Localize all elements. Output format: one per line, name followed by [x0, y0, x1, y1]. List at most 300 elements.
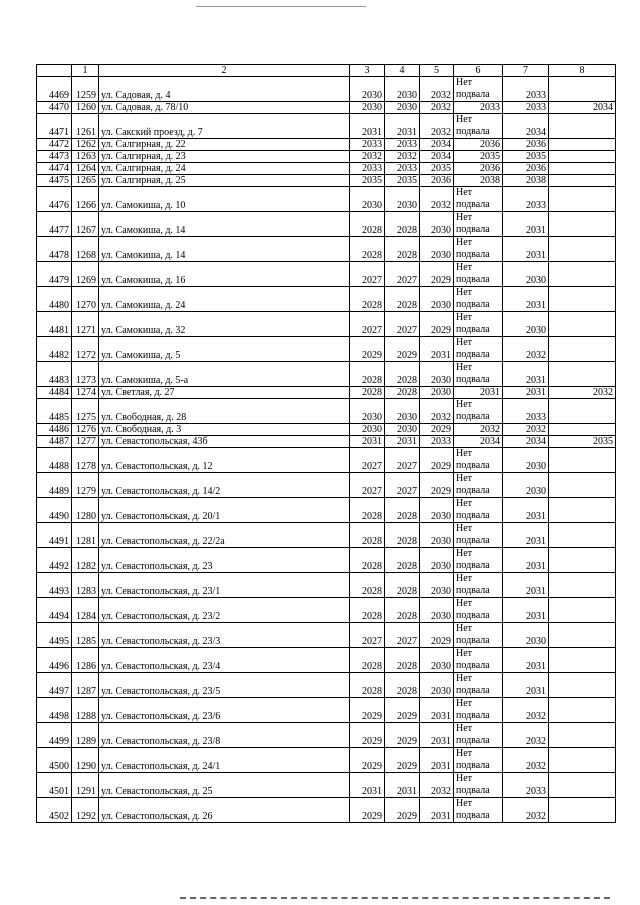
- object-id-cell: 1280: [72, 498, 99, 523]
- col4-cell: 2029: [385, 798, 420, 823]
- header-cell: 4: [385, 65, 420, 77]
- row-number-cell: 4495: [37, 623, 72, 648]
- col4-cell: 2029: [385, 337, 420, 362]
- col3-cell: 2030: [350, 399, 385, 424]
- row-number-cell: 4492: [37, 548, 72, 573]
- object-id-cell: 1284: [72, 598, 99, 623]
- row-number-cell: 4490: [37, 498, 72, 523]
- table-row: [37, 139, 616, 151]
- col5-cell: 2033: [420, 436, 454, 448]
- col6-cell: Нет подвала: [454, 337, 503, 362]
- table-body: [37, 77, 616, 823]
- col3-cell: 2028: [350, 548, 385, 573]
- header-row: [37, 65, 616, 77]
- col5-cell: 2036: [420, 175, 454, 187]
- col5-cell: 2030: [420, 648, 454, 673]
- col4-cell: 2033: [385, 139, 420, 151]
- col7-cell: 2031: [503, 387, 549, 399]
- table-row: [37, 212, 616, 237]
- table-row: [37, 698, 616, 723]
- col6-cell: 2038: [454, 175, 503, 187]
- table-row: [37, 312, 616, 337]
- col5-cell: 2030: [420, 548, 454, 573]
- object-id-cell: 1262: [72, 139, 99, 151]
- col6-cell: 2033: [454, 102, 503, 114]
- row-number-cell: 4496: [37, 648, 72, 673]
- table-row: [37, 362, 616, 387]
- col7-cell: 2033: [503, 773, 549, 798]
- col6-cell: 2036: [454, 163, 503, 175]
- object-id-cell: 1267: [72, 212, 99, 237]
- table-row: [37, 163, 616, 175]
- col7-cell: 2034: [503, 436, 549, 448]
- object-id-cell: 1269: [72, 262, 99, 287]
- address-cell: ул. Севастопольская, д. 26: [99, 798, 350, 823]
- address-cell: ул. Севастопольская, д. 23/3: [99, 623, 350, 648]
- col8-cell: [549, 151, 616, 163]
- address-cell: ул. Севастопольская, 43б: [99, 436, 350, 448]
- header-cell: 5: [420, 65, 454, 77]
- col3-cell: 2027: [350, 262, 385, 287]
- col5-cell: 2030: [420, 362, 454, 387]
- table-row: [37, 573, 616, 598]
- object-id-cell: 1281: [72, 523, 99, 548]
- col8-cell: [549, 139, 616, 151]
- row-number-cell: 4498: [37, 698, 72, 723]
- col5-cell: 2032: [420, 102, 454, 114]
- col3-cell: 2028: [350, 498, 385, 523]
- col6-cell: Нет подвала: [454, 548, 503, 573]
- col8-cell: [549, 312, 616, 337]
- col3-cell: 2030: [350, 77, 385, 102]
- col5-cell: 2031: [420, 337, 454, 362]
- col7-cell: 2036: [503, 139, 549, 151]
- col3-cell: 2029: [350, 798, 385, 823]
- col3-cell: 2029: [350, 337, 385, 362]
- col6-cell: Нет подвала: [454, 598, 503, 623]
- col4-cell: 2033: [385, 163, 420, 175]
- col5-cell: 2032: [420, 77, 454, 102]
- col4-cell: 2028: [385, 498, 420, 523]
- col8-cell: [549, 748, 616, 773]
- col3-cell: 2028: [350, 648, 385, 673]
- address-cell: ул. Салгирная, д. 24: [99, 163, 350, 175]
- col3-cell: 2028: [350, 237, 385, 262]
- col8-cell: [549, 473, 616, 498]
- object-id-cell: 1290: [72, 748, 99, 773]
- col5-cell: 2032: [420, 187, 454, 212]
- table-row: [37, 648, 616, 673]
- row-number-cell: 4477: [37, 212, 72, 237]
- col7-cell: 2033: [503, 399, 549, 424]
- object-id-cell: 1291: [72, 773, 99, 798]
- address-cell: ул. Севастопольская, д. 25: [99, 773, 350, 798]
- col6-cell: Нет подвала: [454, 399, 503, 424]
- col7-cell: 2035: [503, 151, 549, 163]
- col3-cell: 2027: [350, 312, 385, 337]
- row-number-cell: 4500: [37, 748, 72, 773]
- col6-cell: Нет подвала: [454, 623, 503, 648]
- col8-cell: [549, 212, 616, 237]
- col5-cell: 2032: [420, 773, 454, 798]
- address-cell: ул. Севастопольская, д. 12: [99, 448, 350, 473]
- col7-cell: 2030: [503, 473, 549, 498]
- object-id-cell: 1270: [72, 287, 99, 312]
- col6-cell: Нет подвала: [454, 523, 503, 548]
- col8-cell: [549, 163, 616, 175]
- object-id-cell: 1261: [72, 114, 99, 139]
- table-row: [37, 598, 616, 623]
- col3-cell: 2028: [350, 212, 385, 237]
- col5-cell: 2030: [420, 498, 454, 523]
- address-cell: ул. Самокиша, д. 14: [99, 237, 350, 262]
- col5-cell: 2030: [420, 673, 454, 698]
- col4-cell: 2030: [385, 77, 420, 102]
- col7-cell: 2032: [503, 798, 549, 823]
- col5-cell: 2030: [420, 387, 454, 399]
- col5-cell: 2029: [420, 448, 454, 473]
- col3-cell: 2028: [350, 387, 385, 399]
- address-cell: ул. Севастопольская, д. 22/2а: [99, 523, 350, 548]
- col3-cell: 2033: [350, 163, 385, 175]
- table-row: [37, 337, 616, 362]
- col6-cell: Нет подвала: [454, 312, 503, 337]
- table-row: [37, 114, 616, 139]
- address-cell: ул. Самокиша, д. 5: [99, 337, 350, 362]
- col7-cell: 2032: [503, 748, 549, 773]
- col6-cell: Нет подвала: [454, 287, 503, 312]
- row-number-cell: 4482: [37, 337, 72, 362]
- row-number-cell: 4493: [37, 573, 72, 598]
- object-id-cell: 1268: [72, 237, 99, 262]
- table-row: [37, 387, 616, 399]
- col3-cell: 2029: [350, 723, 385, 748]
- col3-cell: 2027: [350, 473, 385, 498]
- col8-cell: [549, 175, 616, 187]
- table-row: [37, 473, 616, 498]
- col4-cell: 2027: [385, 312, 420, 337]
- col8-cell: [549, 237, 616, 262]
- col4-cell: 2028: [385, 648, 420, 673]
- col5-cell: 2030: [420, 523, 454, 548]
- row-number-cell: 4499: [37, 723, 72, 748]
- col3-cell: 2031: [350, 773, 385, 798]
- col8-cell: [549, 623, 616, 648]
- object-id-cell: 1273: [72, 362, 99, 387]
- table-row: [37, 187, 616, 212]
- object-id-cell: 1287: [72, 673, 99, 698]
- col7-cell: 2030: [503, 312, 549, 337]
- col7-cell: 2031: [503, 573, 549, 598]
- col4-cell: 2028: [385, 598, 420, 623]
- col4-cell: 2030: [385, 102, 420, 114]
- col4-cell: 2031: [385, 114, 420, 139]
- col5-cell: 2032: [420, 399, 454, 424]
- col8-cell: 2032: [549, 387, 616, 399]
- col4-cell: 2029: [385, 723, 420, 748]
- table-row: [37, 523, 616, 548]
- table-row: [37, 548, 616, 573]
- table-row: [37, 623, 616, 648]
- col5-cell: 2034: [420, 151, 454, 163]
- col6-cell: Нет подвала: [454, 362, 503, 387]
- address-cell: ул. Самокиша, д. 32: [99, 312, 350, 337]
- col3-cell: 2027: [350, 623, 385, 648]
- table-row: [37, 102, 616, 114]
- object-id-cell: 1263: [72, 151, 99, 163]
- row-number-cell: 4494: [37, 598, 72, 623]
- col7-cell: 2032: [503, 424, 549, 436]
- col4-cell: 2032: [385, 151, 420, 163]
- col4-cell: 2027: [385, 473, 420, 498]
- col7-cell: 2038: [503, 175, 549, 187]
- col4-cell: 2028: [385, 237, 420, 262]
- table-row: [37, 748, 616, 773]
- col5-cell: 2029: [420, 312, 454, 337]
- col6-cell: Нет подвала: [454, 773, 503, 798]
- table-row: [37, 773, 616, 798]
- col7-cell: 2031: [503, 362, 549, 387]
- address-cell: ул. Садовая, д. 4: [99, 77, 350, 102]
- table-row: [37, 262, 616, 287]
- address-cell: ул. Свободная, д. 28: [99, 399, 350, 424]
- address-cell: ул. Самокиша, д. 16: [99, 262, 350, 287]
- table-row: [37, 436, 616, 448]
- col5-cell: 2031: [420, 748, 454, 773]
- address-cell: ул. Самокиша, д. 14: [99, 212, 350, 237]
- col3-cell: 2029: [350, 748, 385, 773]
- object-id-cell: 1274: [72, 387, 99, 399]
- col3-cell: 2030: [350, 187, 385, 212]
- col7-cell: 2033: [503, 77, 549, 102]
- col7-cell: 2032: [503, 698, 549, 723]
- header-cell: 8: [549, 65, 616, 77]
- col6-cell: 2034: [454, 436, 503, 448]
- col7-cell: 2031: [503, 648, 549, 673]
- col4-cell: 2035: [385, 175, 420, 187]
- address-cell: ул. Севастопольская, д. 23/8: [99, 723, 350, 748]
- col3-cell: 2030: [350, 102, 385, 114]
- col4-cell: 2028: [385, 387, 420, 399]
- address-cell: ул. Севастопольская, д. 23: [99, 548, 350, 573]
- object-id-cell: 1265: [72, 175, 99, 187]
- col6-cell: Нет подвала: [454, 673, 503, 698]
- col7-cell: 2031: [503, 523, 549, 548]
- col3-cell: 2032: [350, 151, 385, 163]
- col5-cell: 2031: [420, 723, 454, 748]
- address-cell: ул. Севастопольская, д. 24/1: [99, 748, 350, 773]
- object-id-cell: 1292: [72, 798, 99, 823]
- col8-cell: [549, 648, 616, 673]
- row-number-cell: 4502: [37, 798, 72, 823]
- address-cell: ул. Свободная, д. 3: [99, 424, 350, 436]
- top-divider: [196, 6, 366, 7]
- col8-cell: [549, 723, 616, 748]
- address-cell: ул. Сакский проезд, д. 7: [99, 114, 350, 139]
- col3-cell: 2028: [350, 573, 385, 598]
- col5-cell: 2032: [420, 114, 454, 139]
- table-row: [37, 175, 616, 187]
- col3-cell: 2029: [350, 698, 385, 723]
- col4-cell: 2030: [385, 399, 420, 424]
- col4-cell: 2027: [385, 623, 420, 648]
- col5-cell: 2030: [420, 237, 454, 262]
- row-number-cell: 4487: [37, 436, 72, 448]
- col4-cell: 2031: [385, 436, 420, 448]
- header-cell: 2: [99, 65, 350, 77]
- row-number-cell: 4474: [37, 163, 72, 175]
- table-row: [37, 448, 616, 473]
- row-number-cell: 4489: [37, 473, 72, 498]
- row-number-cell: 4475: [37, 175, 72, 187]
- row-number-cell: 4481: [37, 312, 72, 337]
- register-table: [36, 64, 616, 823]
- col8-cell: [549, 448, 616, 473]
- table-row: [37, 77, 616, 102]
- object-id-cell: 1266: [72, 187, 99, 212]
- row-number-cell: 4473: [37, 151, 72, 163]
- col4-cell: 2028: [385, 523, 420, 548]
- row-number-cell: 4478: [37, 237, 72, 262]
- table-row: [37, 723, 616, 748]
- col5-cell: 2035: [420, 163, 454, 175]
- col4-cell: 2029: [385, 748, 420, 773]
- object-id-cell: 1283: [72, 573, 99, 598]
- col7-cell: 2031: [503, 548, 549, 573]
- col3-cell: 2033: [350, 139, 385, 151]
- address-cell: ул. Самокиша, д. 5-а: [99, 362, 350, 387]
- table-row: [37, 287, 616, 312]
- row-number-cell: 4483: [37, 362, 72, 387]
- row-number-cell: 4486: [37, 424, 72, 436]
- col8-cell: [549, 362, 616, 387]
- col7-cell: 2031: [503, 498, 549, 523]
- address-cell: ул. Салгирная, д. 22: [99, 139, 350, 151]
- col8-cell: [549, 773, 616, 798]
- bottom-divider: [180, 897, 610, 899]
- col8-cell: 2034: [549, 102, 616, 114]
- row-number-cell: 4479: [37, 262, 72, 287]
- object-id-cell: 1260: [72, 102, 99, 114]
- object-id-cell: 1272: [72, 337, 99, 362]
- col5-cell: 2031: [420, 798, 454, 823]
- col6-cell: Нет подвала: [454, 448, 503, 473]
- col6-cell: 2035: [454, 151, 503, 163]
- col7-cell: 2031: [503, 673, 549, 698]
- row-number-cell: 4480: [37, 287, 72, 312]
- col6-cell: Нет подвала: [454, 187, 503, 212]
- col3-cell: 2028: [350, 287, 385, 312]
- address-cell: ул. Самокиша, д. 10: [99, 187, 350, 212]
- table-row: [37, 151, 616, 163]
- col8-cell: [549, 573, 616, 598]
- col8-cell: [549, 187, 616, 212]
- table-row: [37, 498, 616, 523]
- col4-cell: 2027: [385, 262, 420, 287]
- col4-cell: 2030: [385, 424, 420, 436]
- address-cell: ул. Севастопольская, д. 23/1: [99, 573, 350, 598]
- col6-cell: 2031: [454, 387, 503, 399]
- col8-cell: [549, 698, 616, 723]
- col4-cell: 2028: [385, 548, 420, 573]
- col4-cell: 2028: [385, 673, 420, 698]
- object-id-cell: 1259: [72, 77, 99, 102]
- address-cell: ул. Севастопольская, д. 23/2: [99, 598, 350, 623]
- table-row: [37, 399, 616, 424]
- col8-cell: [549, 598, 616, 623]
- col7-cell: 2031: [503, 287, 549, 312]
- row-number-cell: 4497: [37, 673, 72, 698]
- col6-cell: Нет подвала: [454, 748, 503, 773]
- table-row: [37, 237, 616, 262]
- col7-cell: 2033: [503, 187, 549, 212]
- col7-cell: 2032: [503, 723, 549, 748]
- col6-cell: Нет подвала: [454, 498, 503, 523]
- address-cell: ул. Севастопольская, д. 14/2: [99, 473, 350, 498]
- col6-cell: Нет подвала: [454, 698, 503, 723]
- row-number-cell: 4476: [37, 187, 72, 212]
- row-number-cell: 4485: [37, 399, 72, 424]
- col4-cell: 2027: [385, 448, 420, 473]
- col7-cell: 2034: [503, 114, 549, 139]
- col5-cell: 2030: [420, 598, 454, 623]
- object-id-cell: 1271: [72, 312, 99, 337]
- col8-cell: [549, 798, 616, 823]
- col7-cell: 2031: [503, 212, 549, 237]
- object-id-cell: 1286: [72, 648, 99, 673]
- row-number-cell: 4484: [37, 387, 72, 399]
- table-row: [37, 424, 616, 436]
- col6-cell: Нет подвала: [454, 77, 503, 102]
- col6-cell: Нет подвала: [454, 237, 503, 262]
- col5-cell: 2029: [420, 473, 454, 498]
- col7-cell: 2032: [503, 337, 549, 362]
- col5-cell: 2034: [420, 139, 454, 151]
- header-cell: 3: [350, 65, 385, 77]
- col6-cell: Нет подвала: [454, 723, 503, 748]
- col6-cell: Нет подвала: [454, 473, 503, 498]
- row-number-cell: 4471: [37, 114, 72, 139]
- address-cell: ул. Салгирная, д. 23: [99, 151, 350, 163]
- header-cell: 1: [72, 65, 99, 77]
- col4-cell: 2028: [385, 362, 420, 387]
- object-id-cell: 1288: [72, 698, 99, 723]
- address-cell: ул. Светлая, д. 27: [99, 387, 350, 399]
- col8-cell: [549, 77, 616, 102]
- col8-cell: [549, 424, 616, 436]
- object-id-cell: 1277: [72, 436, 99, 448]
- col6-cell: Нет подвала: [454, 648, 503, 673]
- address-cell: ул. Севастопольская, д. 23/6: [99, 698, 350, 723]
- col7-cell: 2030: [503, 623, 549, 648]
- row-number-cell: 4488: [37, 448, 72, 473]
- col8-cell: 2035: [549, 436, 616, 448]
- col3-cell: 2031: [350, 436, 385, 448]
- col5-cell: 2030: [420, 212, 454, 237]
- object-id-cell: 1278: [72, 448, 99, 473]
- col3-cell: 2035: [350, 175, 385, 187]
- header-cell: 7: [503, 65, 549, 77]
- row-number-cell: 4469: [37, 77, 72, 102]
- col7-cell: 2030: [503, 262, 549, 287]
- col4-cell: 2028: [385, 573, 420, 598]
- table-row: [37, 673, 616, 698]
- table-row: [37, 798, 616, 823]
- col5-cell: 2030: [420, 287, 454, 312]
- address-cell: ул. Садовая, д. 78/10: [99, 102, 350, 114]
- col6-cell: Нет подвала: [454, 212, 503, 237]
- col7-cell: 2033: [503, 102, 549, 114]
